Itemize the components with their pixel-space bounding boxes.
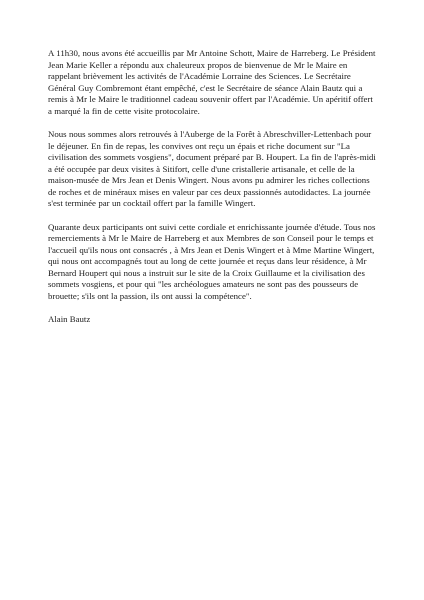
paragraph-thanks: Quarante deux participants ont suivi cette cordiale et enrichissante journée d'étude. Tous nos remerciements à Mr le Maire de Harreberg et aux Membres de son Conseil pour le temps et l'accueil qu'ils nous ont consacrés , à Mrs Jean et Denis Wingert et à Mme Martine Wingert, qui nous ont accompagnés tout au long de cette journée et reçus dans leur résidence, à Mr Bernard Houpert qui nous a instruit sur le site de la Croix Guillaume et la civilisation des sommets vosgiens, et pour qui "les archéologues amateurs ne sont pas des pousseurs de brouette; s'ils ont la passion, ils ont aussi la compétence".	[48, 221, 376, 301]
signature: Alain Bautz	[48, 314, 91, 324]
paragraph-reception: A 11h30, nous avons été accueillis par Mr Antoine Schott, Maire de Harreberg. Le Président Jean Marie Keller a répondu aux chaleureux propos de bienvenue de Mr le Maire en rappelant brièvement les activités de l'Académie Lorraine des Sciences. Le Secrétaire Général Guy Combremont étant empêché, c'est le Secrétaire de séance Alain Bautz qui a remis à Mr le Maire le traditionnel cadeau souvenir offert par l'Académie. Un apéritif offert a marqué la fin de cette visite protocolaire.	[48, 48, 376, 116]
paragraph-lunch-visits: Nous nous sommes alors retrouvés à l'Auberge de la Forêt à Abreschviller-Lettenbach pour le déjeuner. En fin de repas, les convives ont reçu un épais et riche document sur "La civilisation des sommets vosgiens", document préparé par B. Houpert. La fin de l'après-midi a été occupée par deux visites à Sitifort, celle d'une cristallerie artisanale, et celle de la maison-musée de Mrs Jean et Denis Wingert. Nous avons pu admirer les riches collections de roches et de minéraux mises en valeur par ces deux passionnés autodidactes. La journée s'est terminée par un cocktail offert par la famille Wingert.	[48, 129, 376, 208]
document-body	[48, 48, 376, 326]
